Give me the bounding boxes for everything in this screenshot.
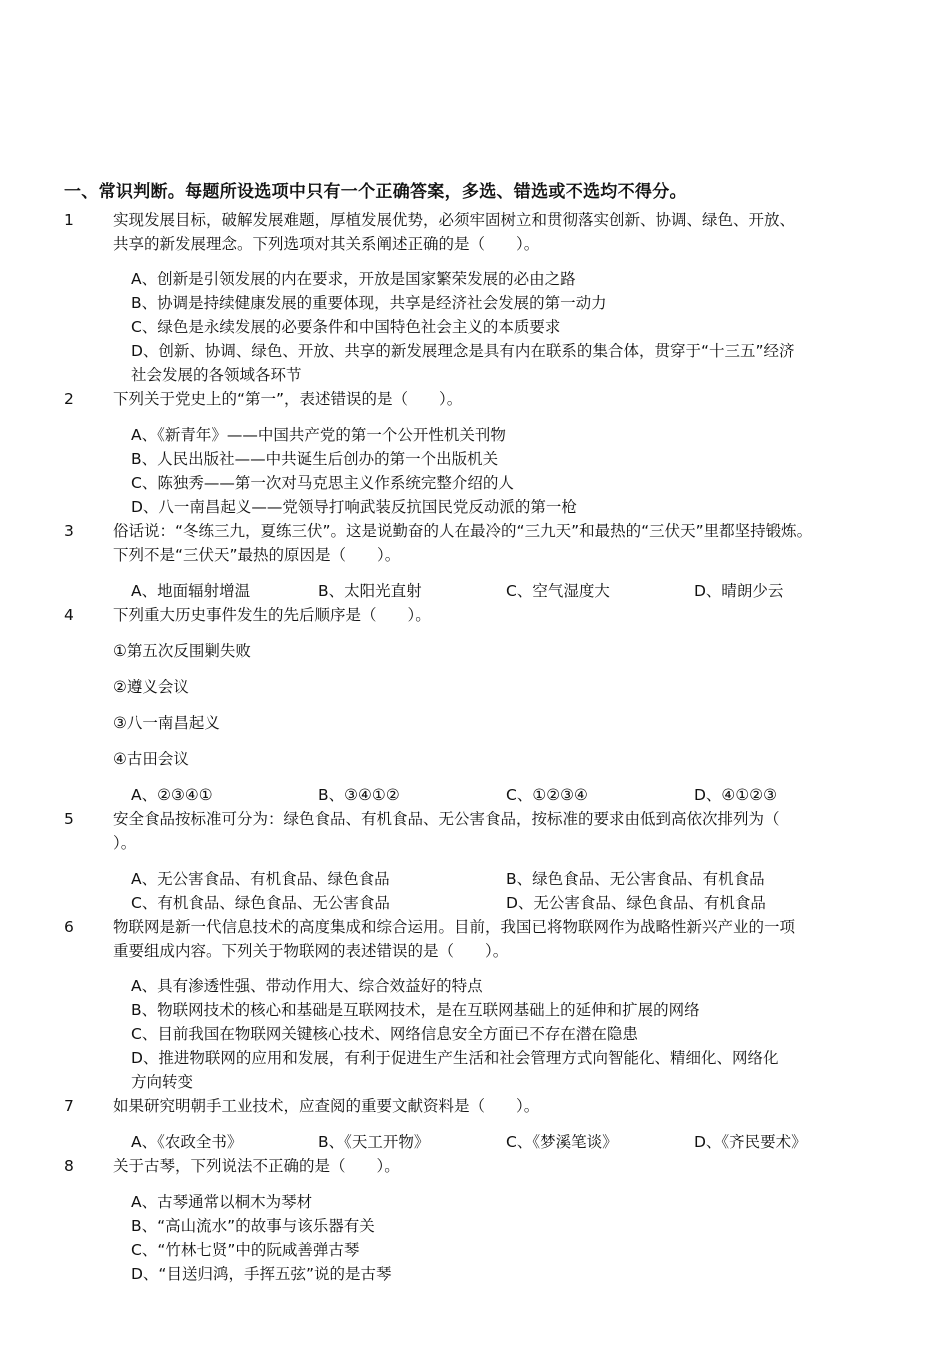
option-d: D、无公害食品、绿色食品、有机食品 <box>506 894 766 912</box>
option-c: C、“竹林七贤”中的阮咸善弹古琴 <box>131 1241 360 1259</box>
question-text: 共享的新发展理念。下列选项对其关系阐述正确的是（ ）。 <box>113 235 540 253</box>
option-c: C、陈独秀——第一次对马克思主义作系统完整介绍的人 <box>131 474 514 492</box>
option-b: B、协调是持续健康发展的重要体现，共享是经济社会发展的第一动力 <box>131 294 607 312</box>
option-d: D、创新、协调、绿色、开放、共享的新发展理念是具有内在联系的集合体，贯穿于“十三五”经济 <box>131 342 795 360</box>
question-text: ）。 <box>113 834 137 852</box>
option-c: C、空气湿度大 <box>506 582 610 600</box>
event-item: ④古田会议 <box>113 750 189 768</box>
option-b: B、绿色食品、无公害食品、有机食品 <box>506 870 765 888</box>
event-item: ③八一南昌起义 <box>113 714 220 732</box>
question-text: 下列不是“三伏天”最热的原因是（ ）。 <box>113 546 401 564</box>
option-b: B、③④①② <box>318 786 400 804</box>
option-a: A、地面辐射增温 <box>131 582 251 600</box>
option-a: A、古琴通常以桐木为琴材 <box>131 1193 313 1211</box>
question-text: 物联网是新一代信息技术的高度集成和综合运用。目前，我国已将物联网作为战略性新兴产业的一项 <box>113 918 796 936</box>
option-d: D、《齐民要术》 <box>694 1133 807 1151</box>
option-c: C、绿色是永续发展的必要条件和中国特色社会主义的本质要求 <box>131 318 561 336</box>
question-text: 下列关于党史上的“第一”，表述错误的是（ ）。 <box>113 390 463 408</box>
question-number: 2 <box>64 390 74 408</box>
option-b: B、物联网技术的核心和基础是互联网技术，是在互联网基础上的延伸和扩展的网络 <box>131 1001 700 1019</box>
question-text: 实现发展目标，破解发展难题，厚植发展优势，必须牢固树立和贯彻落实创新、协调、绿色、开放、 <box>113 211 796 229</box>
option-a: A、《农政全书》 <box>131 1133 243 1151</box>
option-d: D、“目送归鸿，手挥五弦”说的是古琴 <box>131 1265 392 1283</box>
question-number: 1 <box>64 211 74 229</box>
option-d: D、推进物联网的应用和发展，有利于促进生产生活和社会管理方式向智能化、精细化、网络化 <box>131 1049 779 1067</box>
event-item: ②遵义会议 <box>113 678 189 696</box>
option-a: A、②③④① <box>131 786 213 804</box>
option-d-continued: 方向转变 <box>131 1073 194 1091</box>
question-text: 如果研究明朝手工业技术，应查阅的重要文献资料是（ ）。 <box>113 1097 540 1115</box>
option-a: A、《新青年》——中国共产党的第一个公开性机关刊物 <box>131 426 506 444</box>
question-text: 安全食品按标准可分为：绿色食品、有机食品、无公害食品，按标准的要求由低到高依次排列为（ <box>113 810 780 828</box>
event-item: ①第五次反围剿失败 <box>113 642 251 660</box>
option-a: A、无公害食品、有机食品、绿色食品 <box>131 870 390 888</box>
question-text: 重要组成内容。下列关于物联网的表述错误的是（ ）。 <box>113 942 509 960</box>
question-number: 5 <box>64 810 74 828</box>
option-b: B、人民出版社——中共诞生后创办的第一个出版机关 <box>131 450 499 468</box>
option-a: A、创新是引领发展的内在要求，开放是国家繁荣发展的必由之路 <box>131 270 576 288</box>
question-text: 下列重大历史事件发生的先后顺序是（ ）。 <box>113 606 431 624</box>
question-number: 6 <box>64 918 74 936</box>
option-c: C、有机食品、绿色食品、无公害食品 <box>131 894 390 912</box>
question-number: 3 <box>64 522 74 540</box>
option-d: D、八一南昌起义——党领导打响武装反抗国民党反动派的第一枪 <box>131 498 577 516</box>
question-text: 俗话说：“冬练三九，夏练三伏”。这是说勤奋的人在最冷的“三九天”和最热的“三伏天”里都坚持锻炼。 <box>113 522 813 540</box>
option-d-continued: 社会发展的各领域各环节 <box>131 366 302 384</box>
option-d: D、④①②③ <box>694 786 778 804</box>
question-number: 8 <box>64 1157 74 1175</box>
question-number: 4 <box>64 606 74 624</box>
question-text: 关于古琴，下列说法不正确的是（ ）。 <box>113 1157 400 1175</box>
option-d: D、晴朗少云 <box>694 582 784 600</box>
question-number: 7 <box>64 1097 74 1115</box>
option-b: B、《天工开物》 <box>318 1133 430 1151</box>
option-b: B、太阳光直射 <box>318 582 422 600</box>
option-a: A、具有渗透性强、带动作用大、综合效益好的特点 <box>131 977 483 995</box>
option-b: B、“高山流水”的故事与该乐器有关 <box>131 1217 375 1235</box>
option-c: C、①②③④ <box>506 786 588 804</box>
option-c: C、《梦溪笔谈》 <box>506 1133 618 1151</box>
option-c: C、目前我国在物联网关键核心技术、网络信息安全方面已不存在潜在隐患 <box>131 1025 638 1043</box>
section-title: 一、常识判断。每题所设选项中只有一个正确答案，多选、错选或不选均不得分。 <box>64 182 687 202</box>
